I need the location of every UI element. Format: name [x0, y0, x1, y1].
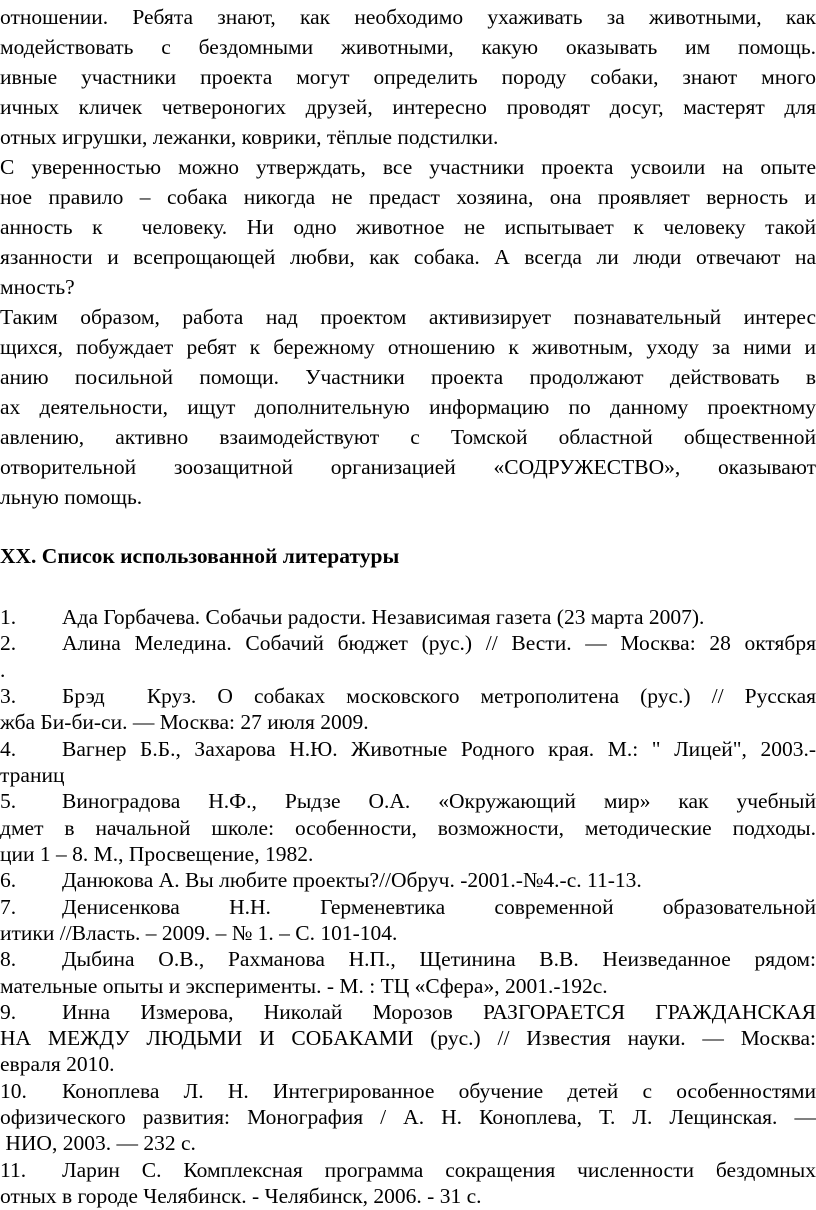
list-item-number: 11.: [0, 1157, 27, 1182]
text-line: жба Би-би-си. — Москва: 27 июля 2009.: [0, 710, 369, 735]
text-line: С уверенностью можно утверждать, все участники проекта усвоили на опыте: [0, 155, 816, 179]
list-item-number: 8.: [0, 947, 17, 972]
text-line: Алина Меледина. Собачий бюджет (рус.) // Вести. — Москва: 28 октября: [62, 631, 816, 656]
text-line: НИО, 2003. — 232 с.: [0, 1131, 196, 1156]
text-line: евраля 2010.: [0, 1052, 115, 1077]
list-item-number: 4.: [0, 736, 17, 761]
text-line: отношении. Ребята знают, как необходимо ухаживать за животными, как: [0, 5, 816, 29]
text-line: Виноградова Н.Ф., Рыдзе О.А. «Окружающий мир» как учебный: [62, 789, 816, 814]
text-line: авлению, активно взаимодействуют с Томской областной общественной: [0, 425, 816, 449]
text-line: анию посильной помощи. Участники проекта продолжают действовать в: [0, 365, 816, 389]
text-line: отных игрушки, лежанки, коврики, тёплые подстилки.: [0, 125, 499, 149]
text-line: Дыбина О.В., Рахманова Н.П., Щетинина В.В. Неизведанное рядом:: [62, 947, 816, 972]
text-line: анность к человеку. Ни одно животное не испытывает к человеку такой: [0, 215, 816, 239]
text-line: офизического развития: Монография / А. Н. Коноплева, Т. Л. Лещинская. —: [0, 1105, 816, 1129]
text-line: язанности и всепрощающей любви, как собака. А всегда ли люди отвечают на: [0, 245, 816, 269]
list-item-number: 1.: [0, 605, 17, 629]
text-line: ичных кличек четвероногих друзей, интересно проводят досуг, мастерят для: [0, 95, 816, 119]
text-line: ивные участники проекта могут определить породу собаки, знают много: [0, 65, 816, 89]
text-line: траниц: [0, 762, 65, 787]
text-line: Коноплева Л. Н. Интегрированное обучение детей с особенностями: [62, 1078, 816, 1103]
list-item-number: 7.: [0, 894, 17, 919]
list-item-number: 2.: [0, 631, 17, 656]
text-line: Денисенкова Н.Н. Герменевтика современной образовательной: [62, 894, 816, 919]
text-line: .: [0, 657, 6, 682]
text-line: щихся, побуждает ребят к бережному отношению к животным, уходу за ними и: [0, 335, 816, 359]
text-line: ции 1 – 8. М., Просвещение, 1982.: [0, 841, 314, 866]
text-line: мность?: [0, 275, 75, 299]
text-line: НА МЕЖДУ ЛЮДЬМИ И СОБАКАМИ (рус.) // Известия науки. — Москва:: [0, 1026, 816, 1051]
list-item-number: 6.: [0, 868, 17, 893]
text-line: Вагнер Б.Б., Захарова Н.Ю. Животные Родного края. М.: " Лицей", 2003.-: [62, 736, 816, 761]
text-line: Ларин С. Комплексная программа сокращения численности бездомных: [62, 1157, 816, 1182]
text-line: отных в городе Челябинск. - Челябинск, 2006. - 31 с.: [0, 1184, 482, 1208]
text-line: мательные опыты и эксперименты. - М. : ТЦ «Сфера», 2001.-192с.: [0, 973, 608, 998]
text-line: дмет в начальной школе: особенности, возможности, методические подходы.: [0, 815, 816, 840]
section-heading: XX. Список использованной литературы: [0, 544, 400, 568]
text-line: Брэд Круз. О собаках московского метрополитена (рус.) // Русская: [62, 684, 816, 708]
text-line: Инна Измерова, Николай Морозов РАЗГОРАЕТСЯ ГРАЖДАНСКАЯ: [62, 999, 816, 1024]
list-item-number: 10.: [0, 1078, 27, 1103]
text-line: льную помощь.: [0, 485, 143, 509]
list-item-number: 3.: [0, 684, 17, 708]
list-item-number: 9.: [0, 999, 17, 1024]
text-line: Ада Горбачева. Собачьи радости. Независимая газета (23 марта 2007).: [62, 605, 705, 629]
text-line: Данюкова А. Вы любите проекты?//Обруч. -2001.-№4.-с. 11-13.: [62, 868, 642, 893]
text-line: модействовать с бездомными животными, какую оказывать им помощь.: [0, 35, 816, 59]
text-line: ное правило – собака никогда не предаст хозяина, она проявляет верность и: [0, 185, 816, 209]
text-line: Таким образом, работа над проектом активизирует познавательный интерес: [0, 305, 816, 329]
list-item-number: 5.: [0, 789, 17, 814]
text-line: итики //Власть. – 2009. – № 1. – С. 101-104.: [0, 920, 398, 945]
text-line: ах деятельности, ищут дополнительную информацию по данному проектному: [0, 395, 816, 419]
text-line: отворительной зоозащитной организацией «СОДРУЖЕСТВО», оказывают: [0, 455, 816, 479]
